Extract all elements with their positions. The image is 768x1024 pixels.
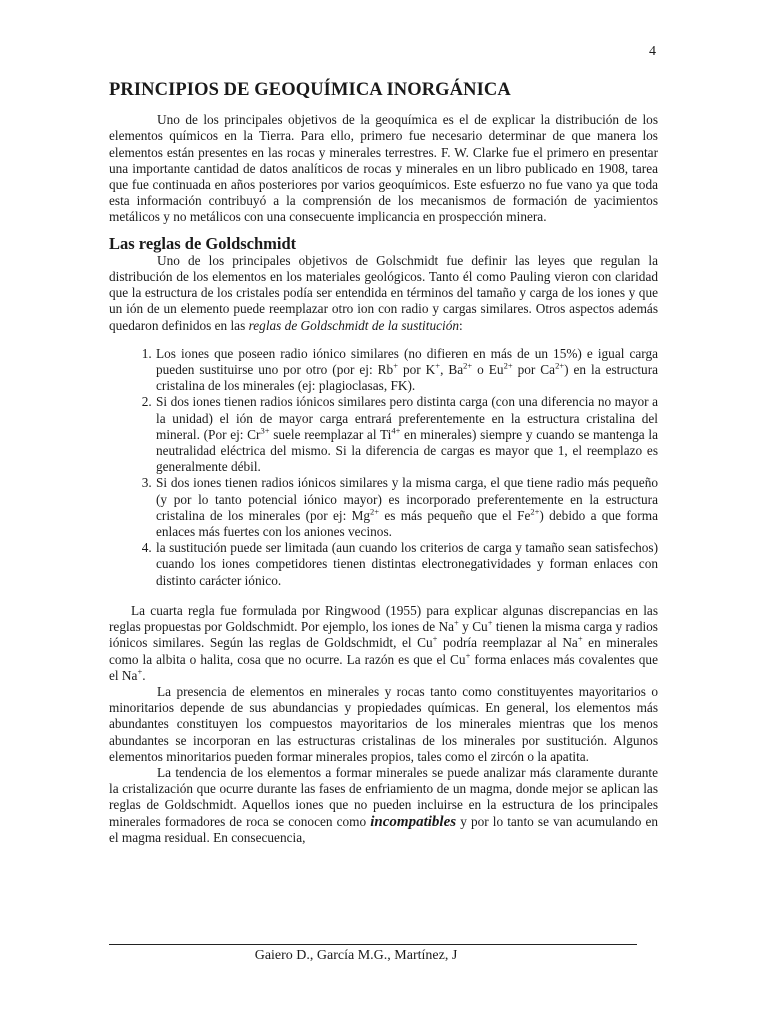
superscript: 4+ <box>391 425 401 436</box>
rule-1-text: por Ca <box>512 362 556 378</box>
page-number: 4 <box>649 44 656 59</box>
superscript: + <box>432 633 438 644</box>
section-intro-emphasis: reglas de Goldschmidt de la sustitución <box>248 317 459 333</box>
presence-paragraph: La presencia de elementos en minerales y rocas tanto como constituyentes mayoritarios o minoritarios depende de sus abundancias y propiedades químicas. En general, los elementos más abundantes constituyen los compuestos mayoritarios de los minerales mientras que los menos abundantes se incorporan en las estructuras cristalinas de los minerales por sustitución. Algunos elementos minoritarios pueden formar minerales propios, tales como el zircón o la apatita. <box>109 683 658 764</box>
rule-3-text: Si dos iones tienen radios iónicos similares y la misma carga, el que tiene radio más pequeño (y por lo tanto potencial iónico mayor) es incorporado preferentemente en la estructura cristalina de los minerales (por ej: Mg <box>156 475 658 523</box>
superscript: + <box>454 617 459 628</box>
document-body <box>109 82 658 846</box>
ringwood-text: y Cu <box>458 619 488 635</box>
superscript: 2+ <box>530 506 540 517</box>
tendency-text: y por lo tanto se van acumulando en el magma residual. En consecuencia, <box>109 813 658 845</box>
ringwood-text: forma enlaces más covalentes que el Na <box>109 651 658 683</box>
rule-2-text: Si dos iones tienen radios iónicos similares pero distinta carga (con una diferencia no mayor a la unidad) el ión de mayor carga entrará preferentemente en la estructura cristalina del mineral. (Por ej: Cr <box>156 394 658 442</box>
rule-1-text: , Ba <box>440 362 464 378</box>
rule-1-text: Los iones que poseen radio iónico similares (no difieren en más de un 15%) e igual carga pueden sustituirse uno por otro (por ej: Rb <box>156 345 658 378</box>
ringwood-paragraph <box>109 603 658 684</box>
ringwood-text: tienen la misma carga y radios iónicos similares. Según las reglas de Goldschmidt, el Cu <box>109 619 658 651</box>
superscript: 2+ <box>463 360 473 371</box>
rule-3-text: es más pequeño que el Fe <box>379 507 531 523</box>
ringwood-text: podría reemplazar al Na <box>437 635 578 651</box>
superscript: 3+ <box>260 425 270 436</box>
footer <box>0 948 768 964</box>
superscript: 2+ <box>370 506 380 517</box>
ringwood-text: . <box>142 667 146 683</box>
rule-3-text: ) debido a que forma enlaces más fuertes con los aniones vecinos. <box>156 507 658 540</box>
rule-1-text: por K <box>397 362 436 378</box>
superscript: + <box>577 633 583 644</box>
intro-paragraph: Uno de los principales objetivos de la geoquímica es el de explicar la distribución de los elementos químicos en la Tierra. Para ello, primero fue necesario determinar de que manera los elementos están presentes en las rocas y minerales terrestres. F. W. Clarke fue el primero en presentar una importante cantidad de datos analíticos de rocas y minerales en un libro publicado en 1908, tarea que fue continuada en años posteriores por varios geoquímicos. Este esfuerzo no fue vano ya que toda esta información contribuyó a la comprensión de los mecanismos de formación de yacimientos metálicos y no metálicos con una consecuente implicancia en prospección minera. <box>109 112 658 225</box>
section-intro-end: : <box>459 317 463 333</box>
superscript: 2+ <box>555 360 565 371</box>
rule-item-1 <box>155 346 658 395</box>
superscript: + <box>393 360 398 371</box>
rule-item-4: 4. la sustitución puede ser limitada (aun cuando los criterios de carga y tamaño sean satisfechos) cuando los iones competidores tienen distintas electronegatividades y forman enlaces con distinto carácter iónico. <box>155 540 658 589</box>
incompatibles-term: incompatibles <box>370 813 457 830</box>
ringwood-text: La cuarta regla fue formulada por Ringwood (1955) para explicar algunas discrepancias en las reglas propuestas por Goldschmidt. Por ejemplo, los iones de Na <box>109 602 658 635</box>
rules-list <box>109 346 658 589</box>
page-title: PRINCIPIOS DE GEOQUÍMICA INORGÁNICA <box>109 80 511 100</box>
tendency-text: La tendencia de los elementos a formar minerales se puede analizar más claramente durante la cristalización que ocurre durante las fases de enfriamiento de un magma, donde mejor se aplican las reglas de Goldschmidt. Aquellos iones que no pueden incluirse en la estructura de los principales minerales formadores de roca se conocen como <box>109 764 658 829</box>
superscript: + <box>435 360 441 371</box>
superscript: 2+ <box>503 360 513 371</box>
rule-item-3 <box>155 475 658 540</box>
superscript: + <box>487 617 493 628</box>
section-intro-text: Uno de los principales objetivos de Golschmidt fue definir las leyes que regulan la distribución de los elementos en los materiales geológicos. Tanto él como Pauling vieron con claridad que la estructura de los cristales podía ser entendida en términos del tamaño y carga de los iones y que un ión de un elemento puede reemplazar otro ion con radio y cargas similares. Otros aspectos además quedaron definidos en las <box>109 252 658 333</box>
superscript: + <box>137 666 143 677</box>
section-heading: Las reglas de Goldschmidt <box>109 233 297 253</box>
rule-2-text: en minerales) siempre y cuando se mantenga la neutralidad eléctrica del mismo. Si la diferencia de cargas es mayor que 1, el reemplazo es generalmente débil. <box>156 426 658 475</box>
section-intro-paragraph <box>109 253 658 334</box>
rule-1-text: o Eu <box>472 362 504 378</box>
footer-authors: Gaiero D., García M.G., Martínez, J <box>254 948 458 963</box>
ringwood-text: en minerales como la albita o halita, cosa que no ocurre. La razón es que el Cu <box>109 635 658 667</box>
rule-1-text: ) en la estructura cristalina de los minerales (ej: plagioclasas, FK). <box>156 362 659 394</box>
tendency-paragraph <box>109 765 658 846</box>
superscript: + <box>465 650 471 661</box>
rule-item-2 <box>155 394 658 475</box>
footer-divider <box>109 944 637 945</box>
rule-2-text: suele reemplazar al Ti <box>269 426 392 442</box>
